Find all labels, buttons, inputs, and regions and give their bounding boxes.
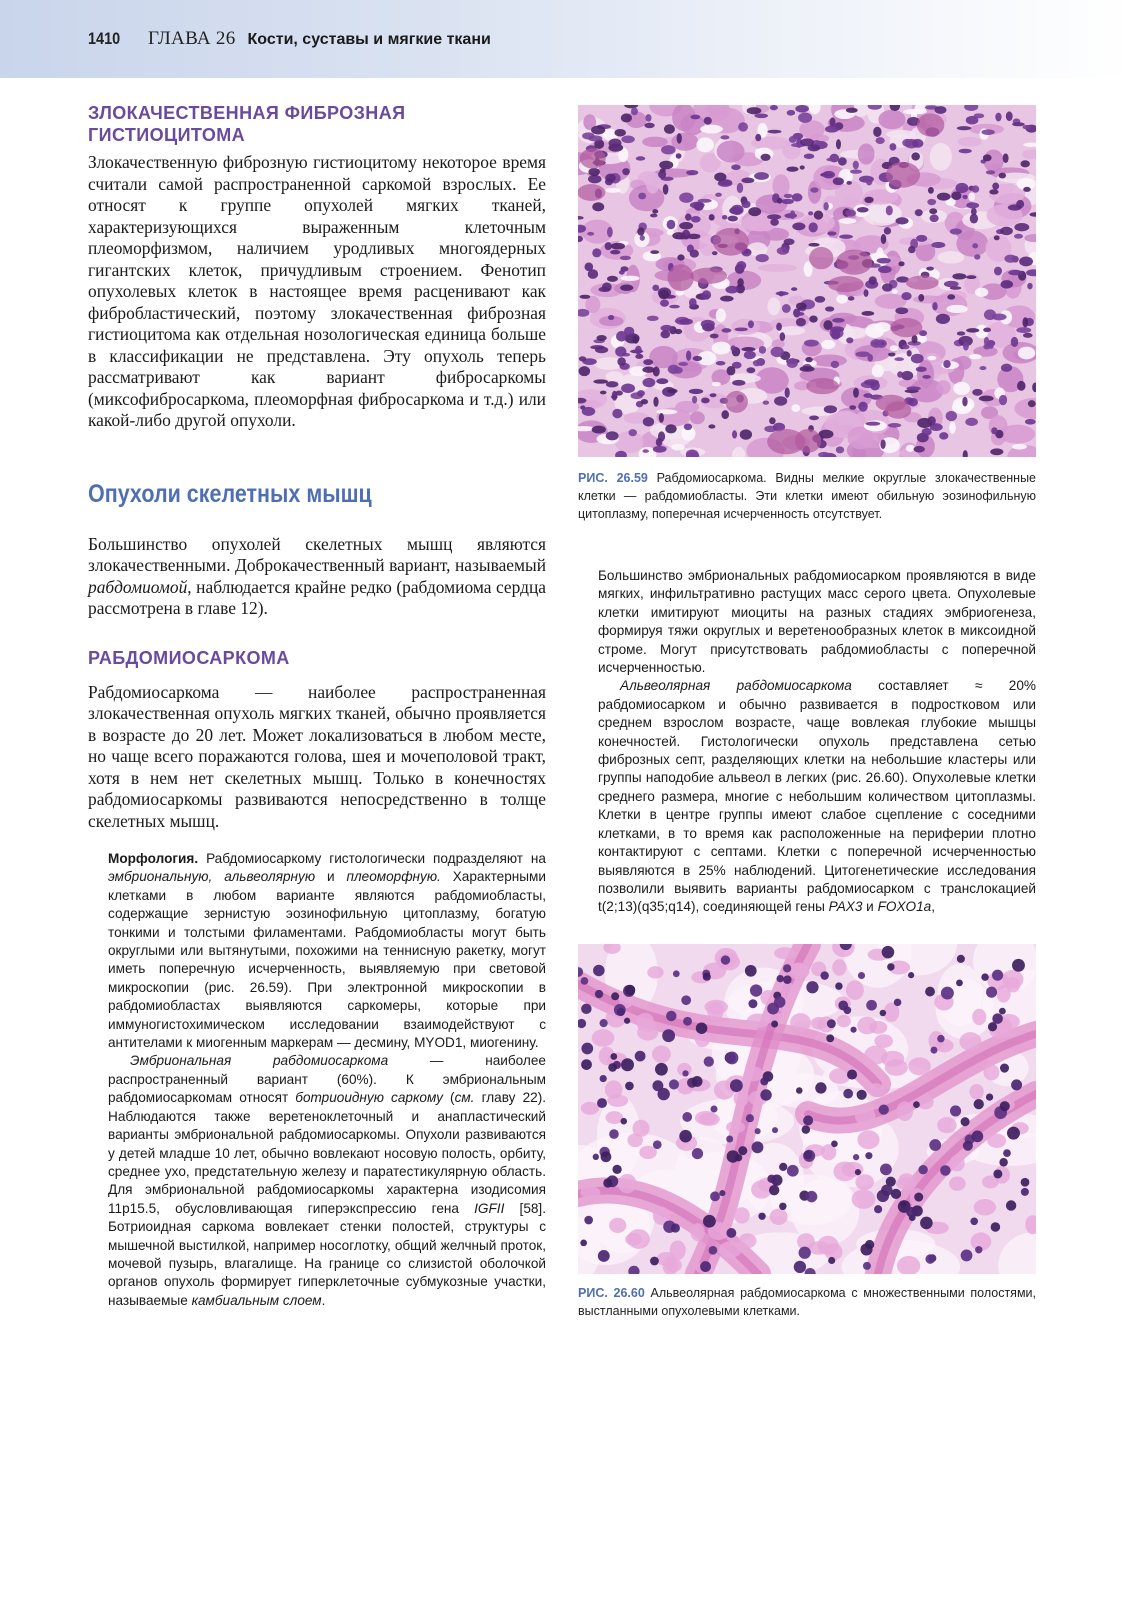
- morphology-paragraph-2: [108, 1052, 546, 1310]
- morph-p2-b: (: [442, 1090, 455, 1106]
- morph-p2-c: главу 22). Наблюдаются также веретеноклеточный и анапластический варианты эмбриональной рабдомиосаркомы. Опухоли развиваются у детей младше 10 лет, обычно вовлекают носовую полость, орбиту, среднее ухо, предстательную железу и паратестикулярную область. Для эмбриональной рабдомиосаркомы характерна изодисомия 11p15.5, обусловливающая гиперэкспрессию гена: [108, 1090, 546, 1216]
- morph-p2-e: .: [321, 1292, 326, 1308]
- morphology-block: [88, 850, 546, 1310]
- page-number: 1410: [88, 29, 121, 48]
- morph-p2-em3: см.: [454, 1090, 475, 1106]
- mfh-heading-line1: ЗЛОКАЧЕСТВЕННАЯ ФИБРОЗНАЯ: [88, 103, 406, 123]
- morph-p1-c: Характерными клетками в любом варианте являются рабдомиобласты, содержащие зернистую эозинофильную цитоплазму, богатую тонкими и толстыми филаментами. Рабдомиобласты могут быть округлыми или вытянутыми, похожими на теннисную ракетку, могут иметь поперечную исчерченность, выявляемую при световой микроскопии (рис. 26.59). При электронной микроскопии в рабдомиобластах выявляются саркомеры, которые при иммуногистохимическом исследовании взаимодействуют с антителами к миогенным маркерам — десмину, MYOD1, миогенину.: [108, 869, 546, 1051]
- figure-26-60-caption: [578, 1284, 1036, 1320]
- figure-26-60: [578, 944, 1036, 1274]
- rms-paragraph: Рабдомиосаркома — наиболее распространенная злокачественная опухоль мягких тканей, обычно проявляется в возрасте до 20 лет. Может локализоваться в любом месте, но чаще всего поражаются голова, шея и мочеполовой тракт, хотя в нем нет скелетных мышц. Только в конечностях рабдомиосаркомы развиваются непосредственно в толще скелетных мышц.: [88, 681, 546, 831]
- right-text-block: [578, 567, 1036, 917]
- morph-p2-em4: IGFII: [474, 1200, 505, 1216]
- mfh-paragraph: Злокачественную фиброзную гистиоцитому некоторое время считали самой распространенной саркомой взрослых. Ее относят к группе опухолей мягких тканей, характеризующихся выраженным клеточным плеоморфизмом, наличием уродливых многоядерных гигантских клеток, причудливым строением. Фенотип опухолевых клеток в настоящее время расценивают как фибробластический, поэтому злокачественная фиброзная гистиоцитома как отдельная нозологическая единица больше в классификации не представлена. Эту опухоль теперь рассматривают как вариант фибросаркомы (миксофибросаркома, плеоморфная фибросаркома и т.д.) или какой-либо другой опухоли.: [88, 152, 546, 430]
- skeletal-text-a: Большинство опухолей скелетных мышц являются злокачественными. Доброкачественный вариант, называемый: [88, 533, 546, 575]
- morphology-paragraph-1: [108, 850, 546, 1052]
- figure-26-59-caption-text: Рабдомиосаркома. Видны мелкие округлые злокачественные клетки — рабдомиобласты. Эти клетки имеют обильную эозинофильную цитоплазму, поперечная исчерченность отсутствует.: [578, 471, 1037, 521]
- rms-heading: РАБДОМИОСАРКОМА: [88, 647, 290, 668]
- mfh-heading-line2: ГИСТИОЦИТОМА: [88, 125, 246, 145]
- figure-26-59-label: РИС. 26.59: [578, 471, 648, 485]
- morph-p1-b: и: [315, 869, 347, 885]
- right-paragraph-1: Большинство эмбриональных рабдомиосарком проявляются в виде мягких, инфильтративно растущих масс серого цвета. Опухолевые клетки имитируют миоциты на разных стадиях эмбриогенеза, формируя тяжи округлых и веретенообразных клеток в миксоидной строме. Могут присутствовать рабдомиобласты с поперечной исчерченностью.: [598, 568, 1036, 676]
- right-paragraph-2: [598, 677, 1036, 916]
- right-p2-b: и: [862, 899, 878, 915]
- figure-26-59: [578, 105, 1036, 457]
- morph-p2-d: [58]. Ботриоидная саркома вовлекает стенки полостей, структуры с мышечной выстилкой, например носоглотку, общий желчный проток, мочевой пузырь, влагалище. На границе со слизистой оболочкой органов опухоль формирует гиперклеточные субмукозные участки, называемые: [108, 1200, 546, 1308]
- skeletal-heading: Опухоли скелетных мышц: [88, 479, 372, 508]
- micrograph-image-2: [578, 944, 1036, 1274]
- skeletal-paragraph: [88, 534, 546, 620]
- morph-p1-em2: плеоморфную.: [346, 869, 441, 885]
- morph-p2-a: — наиболее распространенный вариант (60%). К эмбриональным рабдомиосаркомам относят: [108, 1053, 546, 1106]
- right-p2-em3: FOXO1a: [877, 899, 932, 915]
- right-p2-em: Альвеолярная рабдомиосаркома: [620, 678, 852, 694]
- micrograph-image-1: [578, 105, 1036, 457]
- figure-26-59-caption: [578, 469, 1036, 523]
- right-p2-c: ,: [931, 899, 935, 915]
- running-header: [88, 28, 491, 54]
- left-column: [88, 102, 546, 1310]
- skeletal-text-b: , наблюдается крайне редко (рабдомиома сердца рассмотрена в главе 12).: [88, 576, 546, 618]
- right-p2-a: составляет ≈ 20% рабдомиосарком и обычно развивается в подростковом или среднем взрослом возрасте, чаще вовлекая глубокие мышцы конечностей. Гистологически опухоль представлена сетью фиброзных септ, разделяющих клетки на небольшие кластеры или группы наподобие альвеол в легких (рис. 26.60). Опухолевые клетки среднего размера, многие с небольшим количеством цитоплазмы. Клетки в центре группы имеют слабое сцепление с соседними клетками, в то время как расположенные на периферии плотно контактируют с септами. Клетки с поперечной исчерченностью выявляются в 25% наблюдений. Цитогенетические исследования позволили выявить варианты рабдомиосарком с транслокацией t(2;13)(q35;q14), соединяющей гены: [598, 678, 1036, 915]
- right-column: [578, 105, 1036, 1320]
- morph-p1-em: эмбриональную, альвеолярную: [108, 869, 316, 885]
- morphology-lead: Морфология.: [108, 851, 199, 866]
- morph-p2-em2: ботриоидную саркому: [295, 1090, 443, 1106]
- morph-p1-a: Рабдомиосаркому гистологически подразделяют на: [198, 851, 546, 866]
- chapter-title: Кости, суставы и мягкие ткани: [247, 31, 491, 48]
- skeletal-text-em: рабдомиомой: [88, 576, 188, 597]
- mfh-heading: [88, 102, 546, 146]
- right-p2-em2: PAX3: [828, 899, 863, 915]
- morph-p2-em5: камбиальным слоем: [191, 1292, 322, 1308]
- morph-p2-em: Эмбриональная рабдомиосаркома: [130, 1053, 389, 1069]
- chapter-label: ГЛАВА 26: [148, 28, 236, 49]
- figure-26-60-caption-text: Альвеолярная рабдомиосаркома с множественными полостями, выстланными опухолевыми клетками.: [578, 1285, 1036, 1318]
- figure-26-60-label: РИС. 26.60: [578, 1285, 645, 1300]
